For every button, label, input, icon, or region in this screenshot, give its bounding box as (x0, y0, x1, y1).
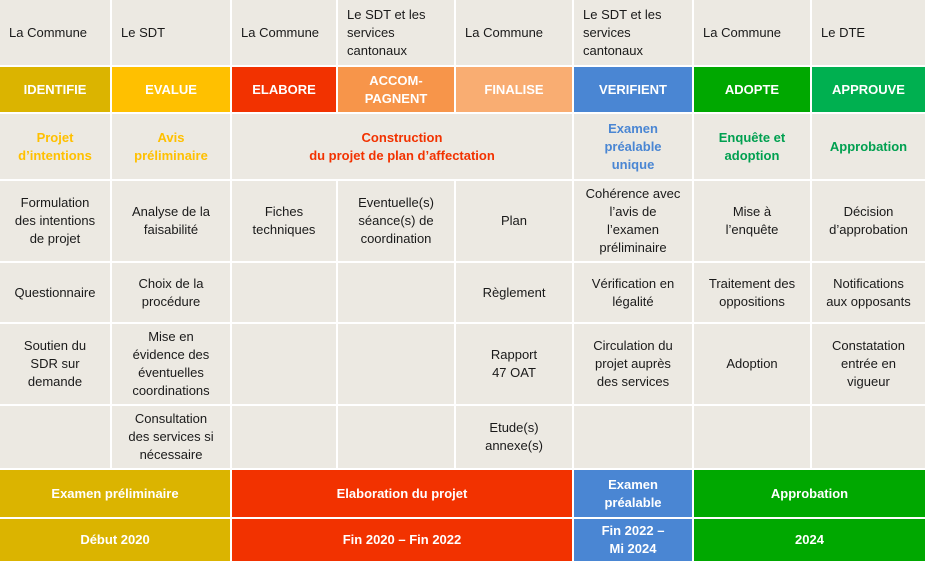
stage-elaboration-projet: Elaboration du projet (232, 470, 574, 519)
task-cell (338, 324, 456, 406)
task-cell (0, 406, 112, 470)
task-cell: Plan (456, 181, 574, 263)
task-cell: Règlement (456, 263, 574, 324)
date-2024: 2024 (694, 519, 927, 563)
actor-header-1: La Commune (0, 0, 112, 67)
step-avis-preliminaire: Avis préliminaire (112, 114, 232, 181)
date-fin-2022-mi-2024: Fin 2022 – Mi 2024 (574, 519, 694, 563)
task-cell: Etude(s) annexe(s) (456, 406, 574, 470)
task-cell: Adoption (694, 324, 812, 406)
stage-examen-prealable: Examen préalable (574, 470, 694, 519)
task-cell: Analyse de la faisabilité (112, 181, 232, 263)
task-cell (232, 263, 338, 324)
actor-header-6: Le SDT et les services cantonaux (574, 0, 694, 67)
task-cell: Soutien du SDR sur demande (0, 324, 112, 406)
step-approbation: Approbation (812, 114, 927, 181)
actor-header-7: La Commune (694, 0, 812, 67)
task-cell: Circulation du projet auprès des services (574, 324, 694, 406)
task-cell: Constatation entrée en vigueur (812, 324, 927, 406)
task-cell: Mise à l’enquête (694, 181, 812, 263)
actor-header-8: Le DTE (812, 0, 927, 67)
task-cell (574, 406, 694, 470)
task-cell: Vérification en légalité (574, 263, 694, 324)
step-examen-prealable: Examen préalable unique (574, 114, 694, 181)
task-cell (694, 406, 812, 470)
task-cell (338, 406, 456, 470)
task-cell: Mise en évidence des éventuelles coordinations (112, 324, 232, 406)
step-enquete-adoption: Enquête et adoption (694, 114, 812, 181)
step-construction: Construction du projet de plan d’affectation (232, 114, 574, 181)
task-cell: Consultation des services si nécessaire (112, 406, 232, 470)
phase-identifie: IDENTIFIE (0, 67, 112, 114)
stage-examen-preliminaire: Examen préliminaire (0, 470, 232, 519)
task-cell: Fiches techniques (232, 181, 338, 263)
actor-header-4: Le SDT et les services cantonaux (338, 0, 456, 67)
task-cell: Eventuelle(s) séance(s) de coordination (338, 181, 456, 263)
actor-header-3: La Commune (232, 0, 338, 67)
date-fin-2020-2022: Fin 2020 – Fin 2022 (232, 519, 574, 563)
task-cell: Formulation des intentions de projet (0, 181, 112, 263)
phase-evalue: EVALUE (112, 67, 232, 114)
task-cell: Cohérence avec l’avis de l’examen préliminaire (574, 181, 694, 263)
task-cell (338, 263, 456, 324)
actor-header-5: La Commune (456, 0, 574, 67)
phase-adopte: ADOPTE (694, 67, 812, 114)
phase-elabore: ELABORE (232, 67, 338, 114)
task-cell (812, 406, 927, 470)
task-cell: Traitement des oppositions (694, 263, 812, 324)
phase-accompagnent: ACCOM- PAGNENT (338, 67, 456, 114)
stage-approbation: Approbation (694, 470, 927, 519)
actor-header-2: Le SDT (112, 0, 232, 67)
phase-approuve: APPROUVE (812, 67, 927, 114)
phase-verifient: VERIFIENT (574, 67, 694, 114)
task-cell (232, 324, 338, 406)
task-cell: Questionnaire (0, 263, 112, 324)
task-cell: Notifications aux opposants (812, 263, 927, 324)
phase-finalise: FINALISE (456, 67, 574, 114)
task-cell: Rapport 47 OAT (456, 324, 574, 406)
date-debut-2020: Début 2020 (0, 519, 232, 563)
task-cell: Choix de la procédure (112, 263, 232, 324)
task-cell: Décision d’approbation (812, 181, 927, 263)
task-cell (232, 406, 338, 470)
step-projet-intentions: Projet d’intentions (0, 114, 112, 181)
